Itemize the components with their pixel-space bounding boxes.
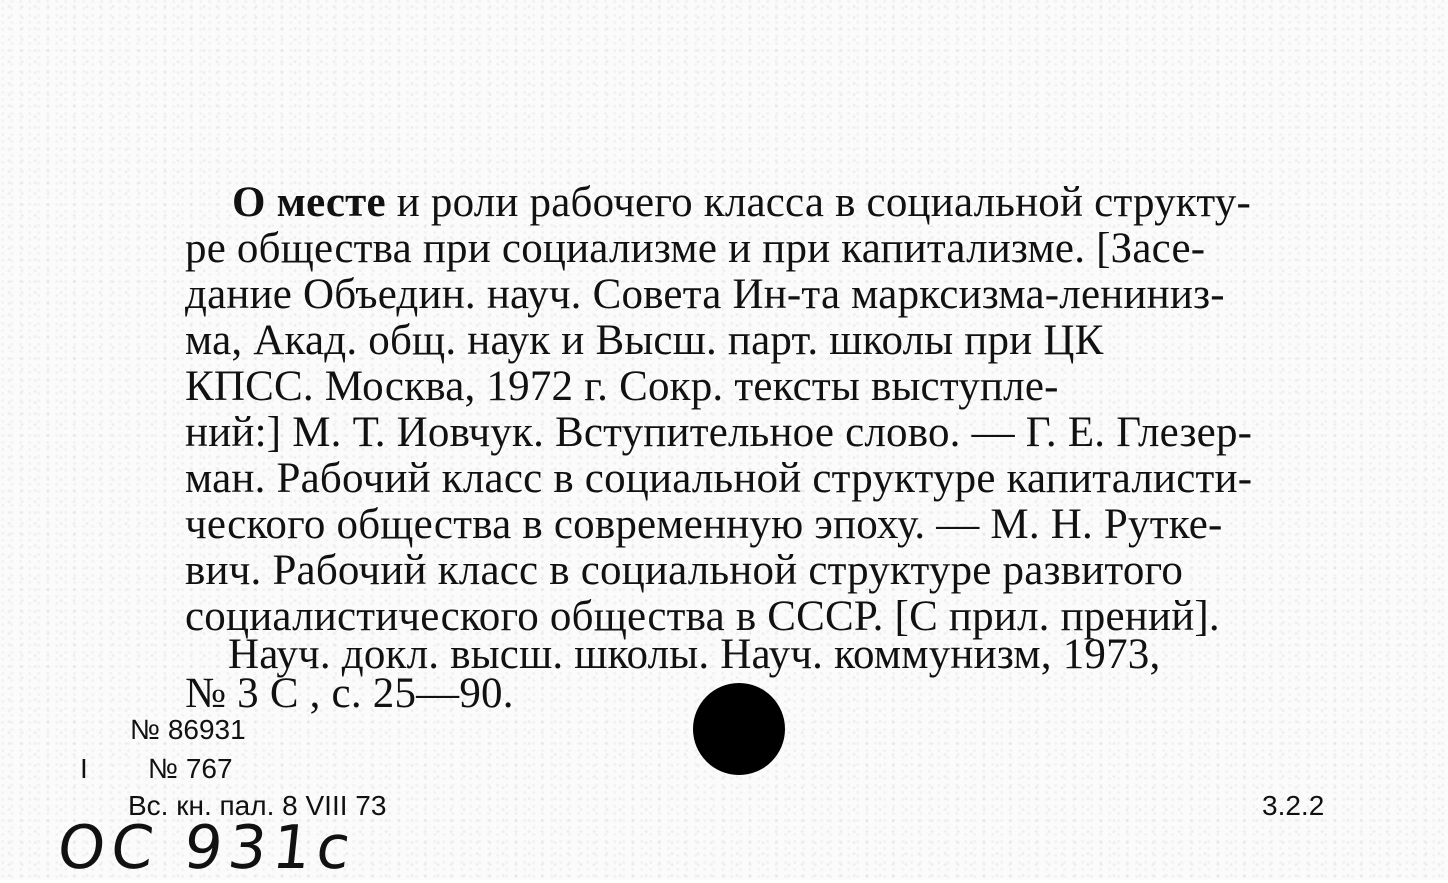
stamp-entry-number: № 767 [148,753,233,784]
entry-line-10: социалистического общества в СССР. [С прил. прений]. [185,593,1220,640]
entry-line-7: ман. Рабочий класс в социальной структуре капиталисти- [185,455,1253,502]
stamp-chamber-date: Вс. кн. пал. 8 VIII 73 [128,790,387,821]
entry-line-4: ма, Акад. общ. наук и Высш. парт. школы при ЦК [185,317,1104,364]
entry-line-1: и роли рабочего класса в социальной структу- [385,179,1251,226]
entry-first-line [232,181,1251,224]
handwritten-shelfmark: ОС 931с [54,813,360,883]
classification-code: 3.2.2 [1262,790,1325,821]
entry-line-2: ре общества при социализме и при капитализме. [Засе- [185,225,1206,272]
stamp-number: № 86931 [130,714,246,745]
punch-hole [693,683,785,775]
entry-line-8: ческого общества в современную эпоху. — М. Н. Рутке- [185,501,1223,548]
entry-title: О месте [232,179,386,226]
entry-line-12: № 3 С , с. 25—90. [185,670,514,717]
entry-line-5: КПСС. Москва, 1972 г. Сокр. тексты выступле- [185,363,1059,410]
entry-line-11: Науч. докл. высш. школы. Науч. коммунизм, 1973, [228,631,1161,678]
stamp-volume: I [80,753,88,784]
entry-line-6: ний:] М. Т. Иовчук. Вступительное слово. — Г. Е. Глезер- [185,409,1253,456]
entry-line-9: вич. Рабочий класс в социальной структуре развитого [185,547,1184,594]
entry-line-3: дание Объедин. науч. Совета Ин-та марксизма-лениниз- [185,271,1225,318]
